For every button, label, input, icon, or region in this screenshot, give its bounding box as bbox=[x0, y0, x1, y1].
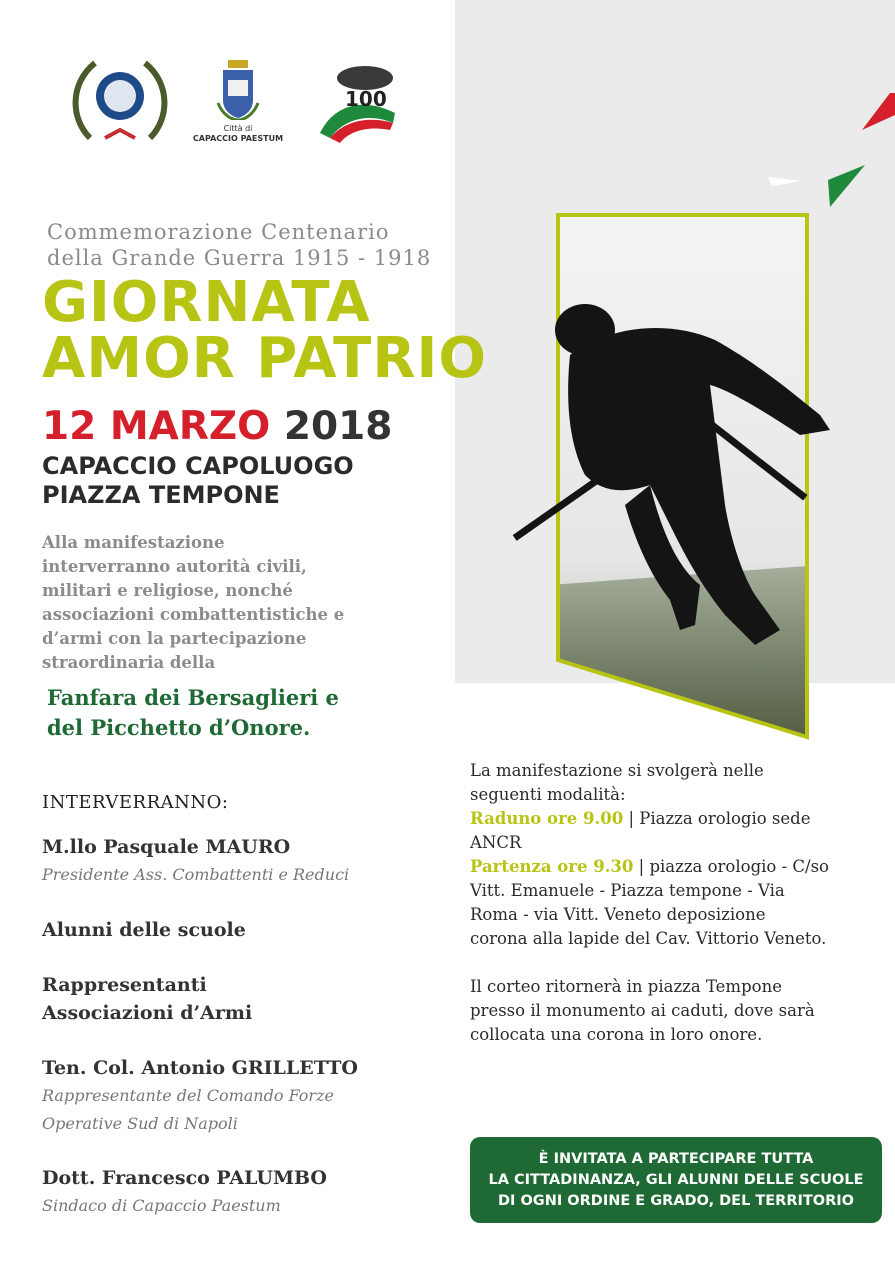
speaker-role: Presidente Ass. Combattenti e Reduci bbox=[42, 865, 350, 884]
speaker-grilletto bbox=[42, 1054, 358, 1138]
intro-line: Alla manifestazione bbox=[42, 533, 225, 552]
city-name-line1: Città di bbox=[223, 124, 253, 133]
speaker-name: M.llo Pasquale MAURO bbox=[42, 836, 291, 858]
date-year: 2018 bbox=[283, 404, 393, 449]
program-line: ANCR bbox=[470, 833, 522, 852]
speaker-name: Dott. Francesco PALUMBO bbox=[42, 1167, 327, 1189]
spacer bbox=[470, 951, 885, 975]
centenary-logo bbox=[315, 58, 400, 143]
event-date bbox=[42, 405, 392, 449]
program-line: Il corteo ritornerà in piazza Tempone bbox=[470, 977, 782, 996]
event-location bbox=[42, 452, 354, 510]
location-line1: CAPACCIO CAPOLUOGO bbox=[42, 452, 354, 480]
city-logo bbox=[188, 58, 288, 144]
partenza-label: Partenza ore 9.30 bbox=[470, 857, 634, 876]
speakers-heading: INTERVERRANNO: bbox=[42, 792, 229, 813]
intro-line: associazioni combattentistiche e bbox=[42, 605, 345, 624]
flag-red-shard bbox=[862, 93, 895, 130]
speaker-name: Ten. Col. Antonio GRILLETTO bbox=[42, 1057, 358, 1079]
subtitle-line2: della Grande Guerra 1915 - 1918 bbox=[47, 246, 432, 270]
program-line: corona alla lapide del Cav. Vittorio Veneto. bbox=[470, 929, 827, 948]
speaker-role-line2: Operative Sud di Napoli bbox=[42, 1114, 238, 1133]
fanfara-line2: del Picchetto d’Onore. bbox=[47, 715, 311, 740]
partenza-line bbox=[470, 855, 885, 879]
program-details bbox=[470, 759, 885, 1047]
speaker-palumbo bbox=[42, 1164, 327, 1220]
city-crest-icon bbox=[213, 58, 263, 120]
invite-line1: È INVITATA A PARTECIPARE TUTTA bbox=[538, 1150, 814, 1167]
speaker-alunni bbox=[42, 916, 246, 944]
speaker-role: Sindaco di Capaccio Paestum bbox=[42, 1196, 281, 1215]
program-line: collocata una corona in loro onore. bbox=[470, 1025, 763, 1044]
partenza-text: | piazza orologio - C/so bbox=[633, 857, 829, 876]
raduno-label: Raduno ore 9.00 bbox=[470, 809, 624, 828]
flag-green-shard bbox=[828, 165, 865, 207]
program-line: seguenti modalità: bbox=[470, 785, 626, 804]
intro-line: militari e religiose, nonché bbox=[42, 581, 293, 600]
speaker-rappresentanti bbox=[42, 971, 252, 1027]
invite-line3: DI OGNI ORDINE E GRADO, DEL TERRITORIO bbox=[498, 1192, 854, 1209]
page-title bbox=[42, 270, 487, 391]
combattenti-logo bbox=[70, 58, 170, 148]
raduno-line bbox=[470, 807, 885, 831]
speaker-mauro bbox=[42, 833, 349, 889]
speaker-name-line1: Rappresentanti bbox=[42, 974, 207, 996]
program-line: Vitt. Emanuele - Piazza tempone - Via bbox=[470, 881, 785, 900]
subtitle-line1: Commemorazione Centenario bbox=[47, 220, 390, 244]
location-line2: PIAZZA TEMPONE bbox=[42, 481, 280, 509]
program-line: presso il monumento ai caduti, dove sarà bbox=[470, 1001, 815, 1020]
soldier-image bbox=[500, 205, 840, 750]
title-line1: GIORNATA bbox=[42, 270, 371, 335]
intro-paragraph bbox=[42, 531, 442, 675]
flag-white-shard bbox=[768, 177, 802, 186]
program-line: Roma - via Vitt. Veneto deposizione bbox=[470, 905, 766, 924]
speaker-name-line2: Associazioni d’Armi bbox=[42, 1002, 253, 1024]
invitation-box bbox=[470, 1137, 882, 1223]
fanfara-highlight bbox=[47, 683, 339, 743]
fanfara-line1: Fanfara dei Bersaglieri e bbox=[47, 685, 339, 710]
city-name-line2: CAPACCIO PAESTUM bbox=[192, 134, 284, 143]
intro-line: d’armi con la partecipazione bbox=[42, 629, 307, 648]
invite-line2: LA CITTADINANZA, GLI ALUNNI DELLE SCUOLE bbox=[488, 1171, 864, 1188]
program-line: La manifestazione si svolgerà nelle bbox=[470, 761, 764, 780]
intro-line: straordinaria della bbox=[42, 653, 216, 672]
raduno-text: | Piazza orologio sede bbox=[623, 809, 811, 828]
intro-line: interverranno autorità civili, bbox=[42, 557, 307, 576]
speaker-role-line1: Rappresentante del Comando Forze bbox=[42, 1086, 334, 1105]
subtitle bbox=[47, 219, 431, 271]
date-day-month: 12 MARZO bbox=[42, 404, 271, 449]
speaker-name: Alunni delle scuole bbox=[42, 919, 246, 941]
title-line2: AMOR PATRIO bbox=[42, 326, 487, 391]
centenary-number: 100 bbox=[345, 87, 387, 111]
